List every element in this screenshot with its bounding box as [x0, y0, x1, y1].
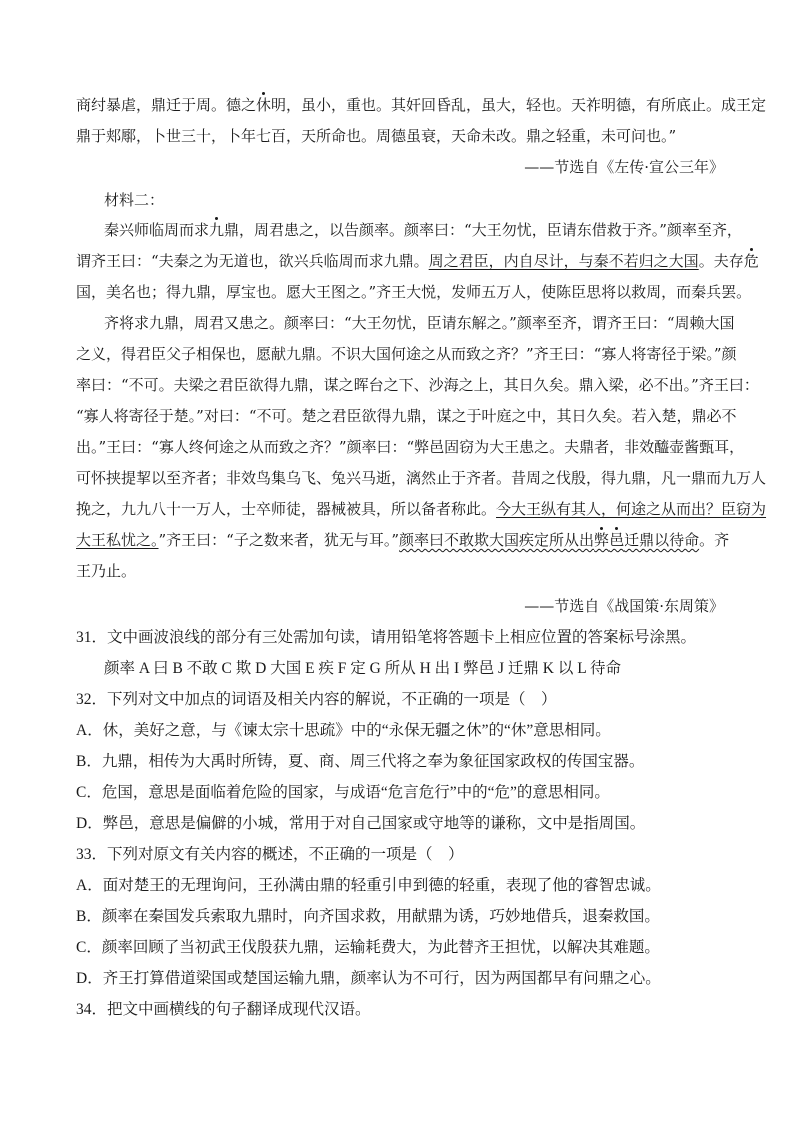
wavy-underlined-segment [399, 531, 699, 549]
passage1-line-2: 鼎于郏鄏，卜世三十，卜年七百，天所命也。周德虽衰，天命未改。鼎之轻重，未可问也。” [76, 127, 677, 145]
text-run: 秦兴师临周而求 [104, 221, 210, 239]
text-run: ”齐王曰：“子之数来者，犹无与耳。” [158, 531, 400, 549]
passage2-p1-line-3: 国，美名也；得九鼎，厚宝也。愿大王图之。”齐王大悦，发师五万人，使陈臣思将以救周，而秦兵罢。 [76, 283, 752, 301]
text-run: 。齐 [699, 531, 730, 549]
question-32: 32．下列对文中加点的词语及相关内容的解说，不正确的一项是（ ） [76, 691, 557, 708]
passage2-p2-line-3: 率曰：“不可。夫梁之君臣欲得九鼎，谋之晖台之下、沙海之上，其日久矣。鼎入梁，必不出。”齐王曰： [76, 376, 759, 394]
question-32-option-d: D．弊邑，意思是偏僻的小城，常用于对自己国家或守地等的谦称，文中是指周国。 [76, 815, 646, 832]
underlined-sentence-2-end: 大王私忧之。 [76, 531, 159, 549]
dotted-char-wei: 危 [743, 252, 759, 270]
dotted-char-jiu: 九 [209, 221, 225, 239]
wavy-text: 颜率曰不敢欺大国疾定所从出 [399, 531, 595, 549]
question-34: 34．把文中画横线的句子翻译成现代汉语。 [76, 1001, 371, 1018]
passage2-p2-line-5: 出。”王曰：“寡人终何途之从而致之齐？”颜率曰：“弊邑固窃为大王患之。夫鼎者，非效醯壶酱甄耳， [76, 438, 745, 456]
p1l1-b: 明，虽小，重也。其奸回昏乱，虽大，轻也。天祚明德，有所底止。成王定 [271, 96, 767, 114]
question-31-options: 颜率 A 曰 B 不敢 C 欺 D 大国 E 疾 F 定 G 所从 H 出 I 弊邑 J 迁鼎 K 以 L 待命 [104, 660, 621, 677]
question-31: 31．文中画波浪线的部分有三处需加句读，请用铅笔将答题卡上相应位置的答案标号涂黑。 [76, 629, 697, 646]
passage2-p1-line-1 [104, 220, 742, 240]
passage2-p2-line-2: 之义，得君臣父子相保也，愿献九鼎。不识大国何途之从而致之齐？”齐王曰：“寡人将寄径于梁。”颜 [76, 345, 737, 363]
passage2-p2-line-4: “寡人将寄径于楚。”对曰：“不可。楚之君臣欲得九鼎，谋之于叶庭之中，其日久矣。若入楚，鼎必不 [76, 407, 737, 425]
passage2-p2-line-8 [76, 530, 730, 550]
passage2-p2-line-6: 可怀挟提挈以至齐者；非效鸟集乌飞、兔兴马逝，漓然止于齐者。昔周之伐殷，得九鼎，凡一鼎而九万人 [76, 469, 767, 487]
passage2-source: ——节选自《战国策·东周策》 [524, 597, 724, 615]
question-33-option-c: C．颜率回顾了当初武王伐殷获九鼎，运输耗费大，为此替齐王担忧，以解决其难题。 [76, 939, 660, 956]
underlined-sentence-1: 周之君臣，内自尽计，与秦不若归之大国 [428, 252, 699, 270]
dotted-char-bi: 弊 [594, 531, 610, 549]
p1l1-a: 商纣暴虐，鼎迁于周。德之 [76, 96, 257, 114]
passage2-p1-line-2 [76, 251, 759, 271]
text-run: 。夫存 [698, 252, 744, 270]
question-33-option-b: B．颜率在秦国发兵索取九鼎时，向齐国求救，用献鼎为诱，巧妙地借兵，退秦救国。 [76, 908, 660, 925]
passage2-p2-line-9: 王乃止。 [76, 562, 137, 580]
dotted-char-yi: 邑 [609, 531, 625, 549]
question-32-option-b: B．九鼎，相传为大禹时所铸，夏、商、周三代将之奉为象征国家政权的传国宝器。 [76, 753, 645, 770]
passage2-p2-line-7 [76, 499, 767, 519]
text-run: 鼎，周君患之，以告颜率。颜率曰：“大王勿忧，臣请东借救于齐。”颜率至齐， [224, 221, 742, 239]
passage1-line-1 [76, 95, 767, 115]
passage1-source: ——节选自《左传·宣公三年》 [524, 158, 724, 176]
passage2-p2-line-1: 齐将求九鼎，周君又患之。颜率曰：“大王勿忧，臣请东解之。”颜率至齐，谓齐王曰：“周赖大国 [104, 314, 735, 332]
underlined-sentence-2: 今大王纵有其人，何途之从而出？臣窃为 [496, 500, 767, 518]
question-33-option-a: A．面对楚王的无理询问，王孙满由鼎的轻重引申到德的轻重，表现了他的睿智忠诚。 [76, 877, 661, 894]
dotted-char-xiu: 休 [256, 96, 272, 114]
question-32-option-c: C．危国，意思是面临着危险的国家，与成语“危言危行”中的“危”的意思相同。 [76, 784, 610, 801]
question-32-option-a: A．休，美好之意，与《谏太宗十思疏》中的“永保无疆之休”的“休”意思相同。 [76, 722, 611, 739]
text-run: 挽之，九九八十一万人，士卒师徒，器械被具，所以备者称此。 [76, 500, 497, 518]
wavy-text: 迁鼎以待命 [624, 531, 700, 549]
material-2-heading: 材料二： [104, 191, 165, 209]
question-33-option-d: D．齐王打算借道梁国或楚国运输九鼎，颜率认为不可行，因为两国都早有问鼎之心。 [76, 970, 661, 987]
text-run: 谓齐王曰：“夫秦之为无道也，欲兴兵临周而求九鼎。 [76, 252, 429, 270]
question-33: 33．下列对原文有关内容的概述，不正确的一项是（ ） [76, 846, 464, 863]
